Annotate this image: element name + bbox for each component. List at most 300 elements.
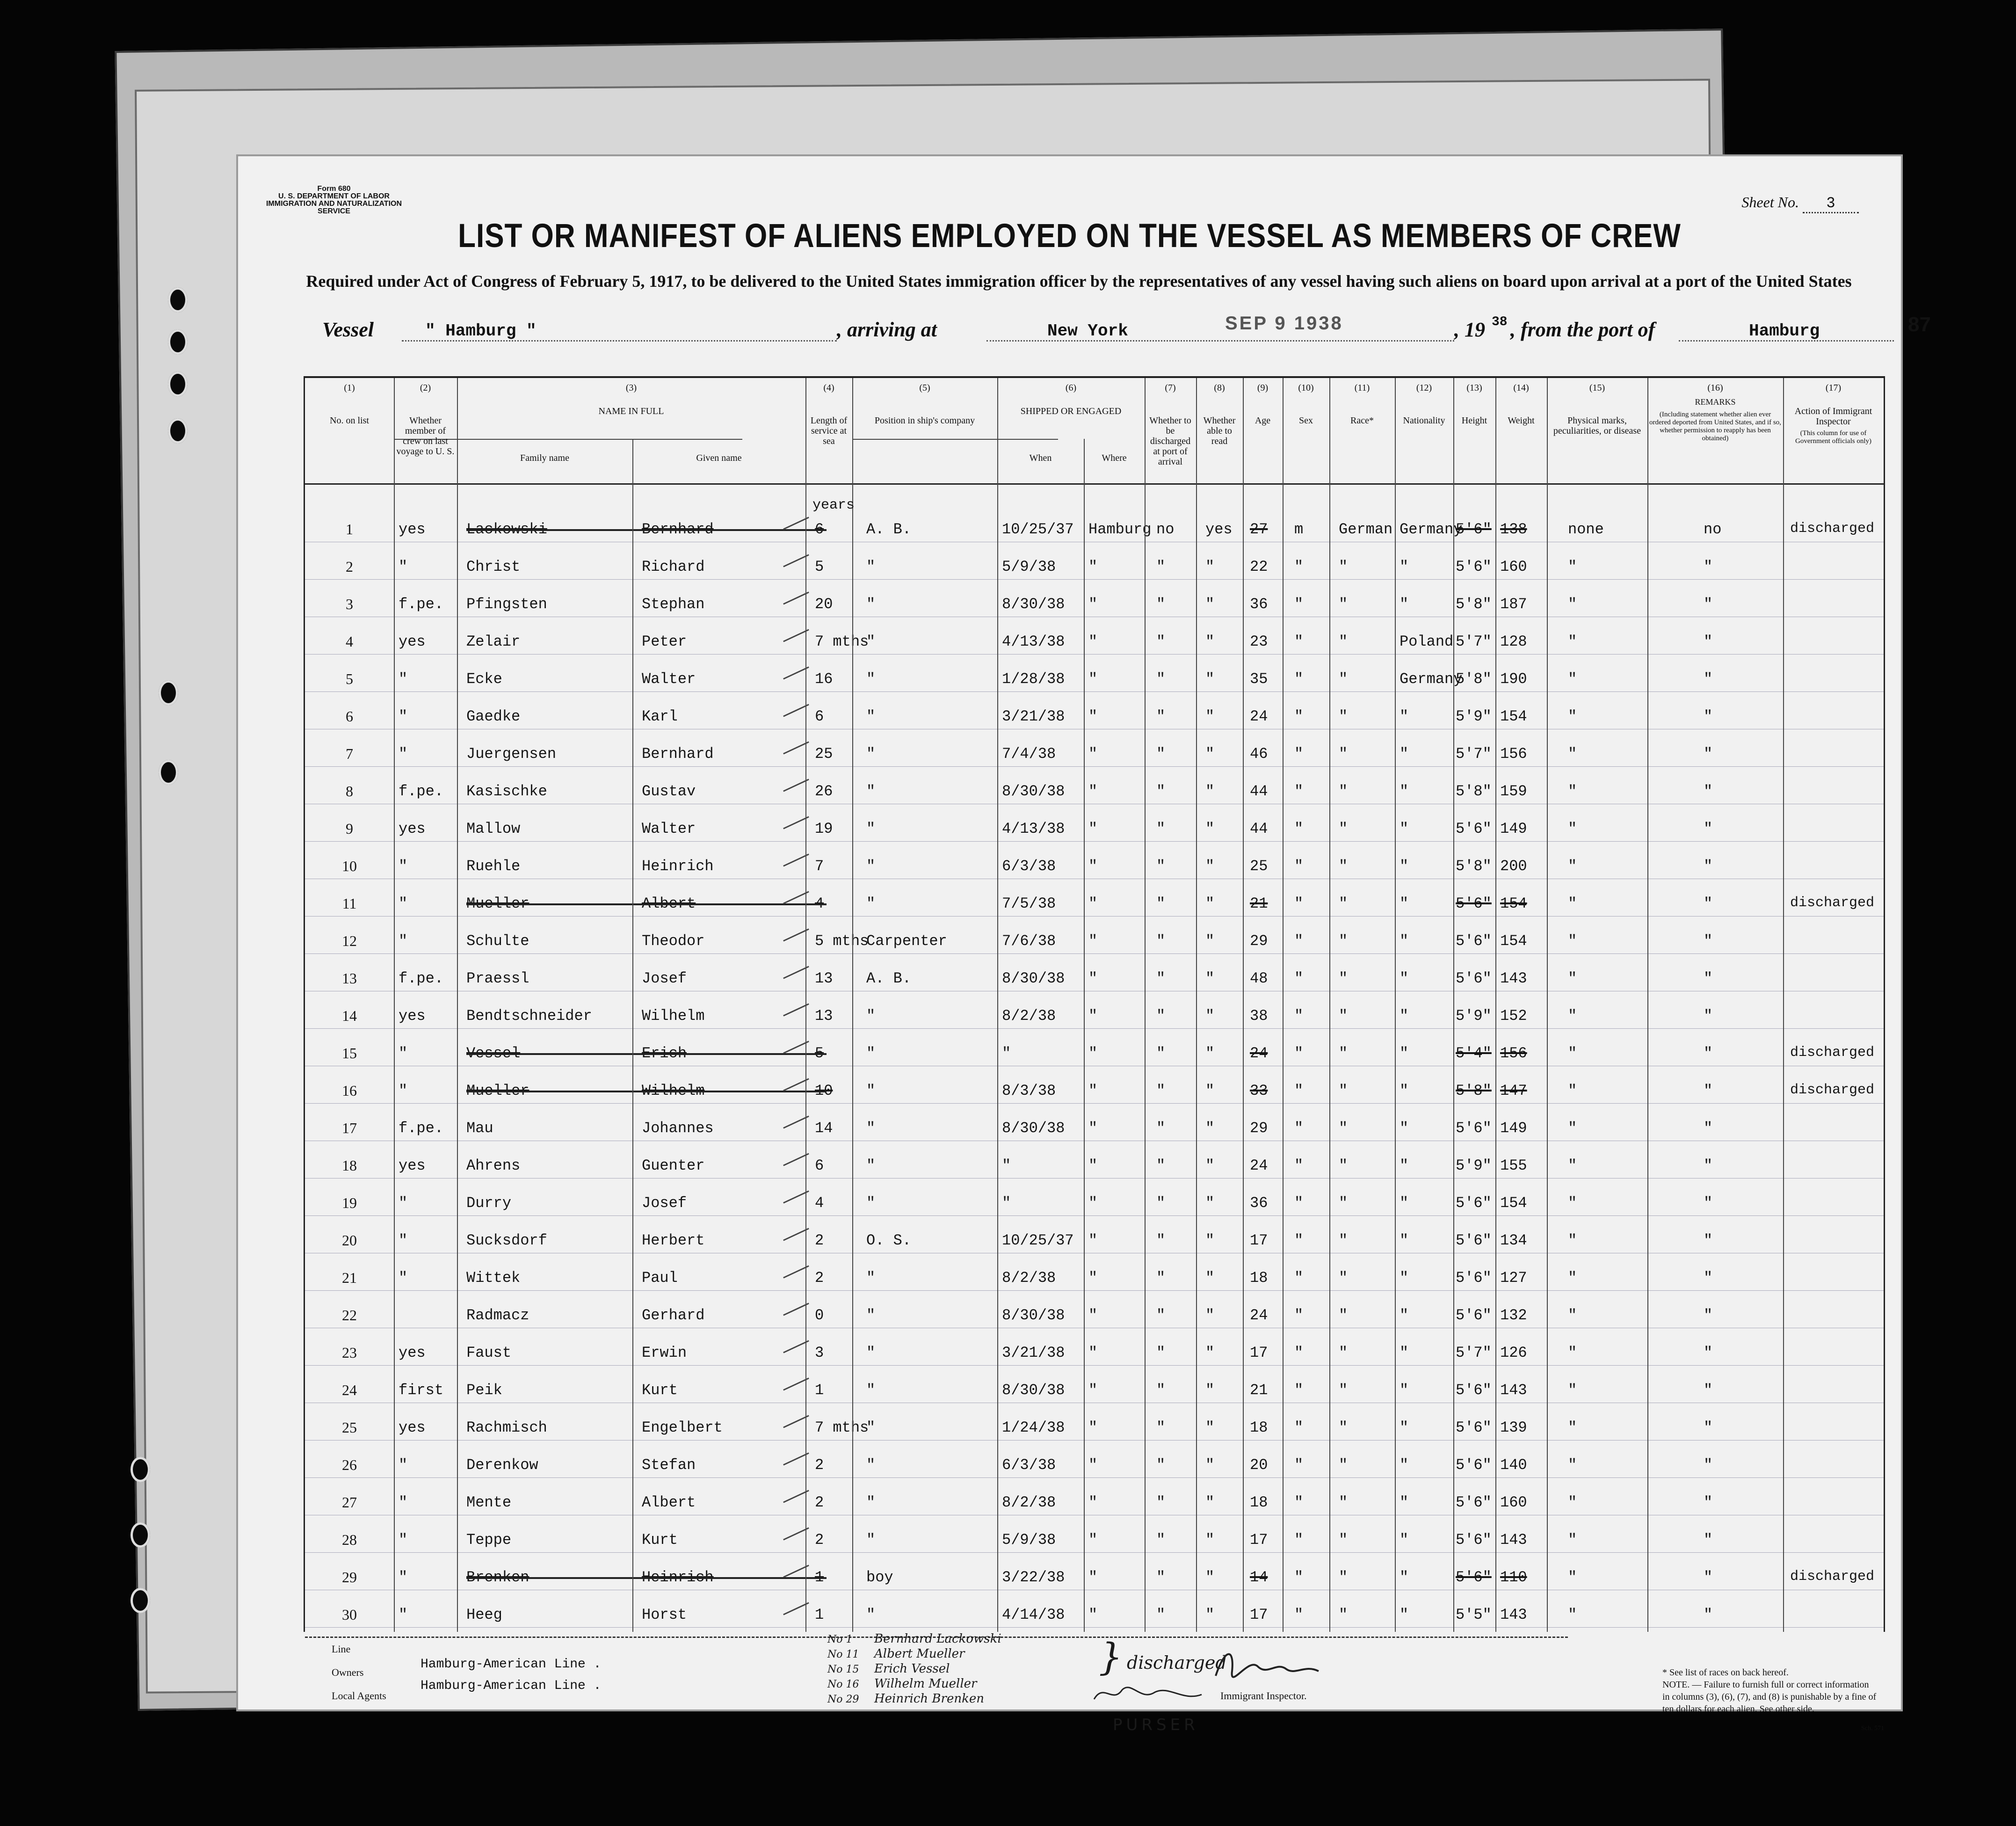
physical-marks: none <box>1568 521 1604 538</box>
read-ability: " <box>1205 1419 1215 1436</box>
nationality: " <box>1400 1307 1409 1324</box>
race: " <box>1339 745 1348 763</box>
family-name: Rachmisch <box>466 1419 547 1436</box>
row-number: 24 <box>342 1382 357 1398</box>
ship-position: " <box>866 670 876 688</box>
crew-status: first <box>399 1382 444 1399</box>
given-name: Karl <box>642 708 678 725</box>
row-number: 3 <box>346 596 353 612</box>
shipped-place: " <box>1088 1045 1098 1062</box>
weight: 143 <box>1500 1531 1527 1549</box>
year-label: , 19 <box>1454 318 1485 341</box>
discharged-list-name: Albert Mueller <box>874 1647 965 1661</box>
weight: 110 <box>1500 1569 1527 1586</box>
crew-status: f.pe. <box>399 596 444 613</box>
family-name: Lackowski <box>466 521 547 538</box>
row-number: 12 <box>342 932 357 949</box>
table-row <box>305 1601 1884 1639</box>
remarks: " <box>1704 783 1713 800</box>
shipped-place: " <box>1088 1232 1098 1249</box>
shipped-place: " <box>1088 1494 1098 1511</box>
column-header: Physical marks, peculiarities, or disease <box>1553 415 1641 436</box>
nationality: " <box>1400 783 1409 800</box>
sex: " <box>1294 783 1304 800</box>
weight: 143 <box>1500 1382 1527 1399</box>
family-name: Zelair <box>466 633 521 650</box>
age: 33 <box>1250 1082 1268 1099</box>
remarks: " <box>1704 1606 1713 1623</box>
table-row <box>305 553 1884 591</box>
inspector-action: discharged <box>1790 1082 1875 1098</box>
nationality: " <box>1400 708 1409 725</box>
shipped-place: " <box>1088 932 1098 950</box>
strike-line <box>466 903 827 905</box>
sex: " <box>1294 1382 1304 1399</box>
remarks: " <box>1704 1194 1713 1212</box>
family-name: Derenkow <box>466 1456 538 1474</box>
age: 29 <box>1250 932 1268 950</box>
row-number: 15 <box>342 1045 357 1062</box>
age: 44 <box>1250 783 1268 800</box>
remarks: " <box>1704 670 1713 688</box>
nationality: " <box>1400 820 1409 837</box>
weight: 154 <box>1500 708 1527 725</box>
signature-scribble <box>1089 1681 1206 1709</box>
shipped-place: " <box>1088 895 1098 912</box>
ship-position: " <box>866 1045 876 1062</box>
shipped-date: " <box>1002 1194 1011 1212</box>
weight: 152 <box>1500 1007 1527 1025</box>
height: 5'5" <box>1456 1606 1492 1623</box>
family-name: Heeg <box>466 1606 502 1623</box>
inspector-action: discharged <box>1790 1045 1875 1061</box>
discharge-flag: " <box>1156 1419 1166 1436</box>
nationality: " <box>1400 1344 1409 1361</box>
sex: " <box>1294 1194 1304 1212</box>
ship-position: A. B. <box>866 521 912 538</box>
given-name: Paul <box>642 1269 678 1287</box>
physical-marks: " <box>1568 1456 1577 1474</box>
service-length: 0 <box>815 1307 824 1324</box>
row-number: 6 <box>346 708 353 725</box>
table-row <box>305 1077 1884 1115</box>
race: " <box>1339 1232 1348 1249</box>
remarks: " <box>1704 1456 1713 1474</box>
shipped-date: 8/30/38 <box>1002 1307 1065 1324</box>
discharge-flag: " <box>1156 1045 1166 1062</box>
height: 5'6" <box>1456 1382 1492 1399</box>
height: 5'7" <box>1456 1344 1492 1361</box>
header-rule <box>305 483 1884 485</box>
discharge-flag: " <box>1156 596 1166 613</box>
weight: 149 <box>1500 820 1527 837</box>
read-ability: " <box>1205 1045 1215 1062</box>
column-rule <box>1283 378 1284 1632</box>
sex: " <box>1294 670 1304 688</box>
form-number: Form 680 <box>317 185 351 193</box>
read-ability: " <box>1205 1232 1215 1249</box>
sex: " <box>1294 1007 1304 1025</box>
service-length: 14 <box>815 1120 833 1137</box>
ship-position: " <box>866 895 876 912</box>
race: " <box>1339 1194 1348 1212</box>
shipped-date: 8/30/38 <box>1002 970 1065 987</box>
strike-line <box>466 1091 827 1092</box>
ship-position: " <box>866 633 876 650</box>
given-name: Kurt <box>642 1531 678 1549</box>
read-ability: " <box>1205 932 1215 950</box>
service-length: 3 <box>815 1344 824 1361</box>
service-length: 19 <box>815 820 833 837</box>
service-length: 2 <box>815 1494 824 1511</box>
sex: " <box>1294 1120 1304 1137</box>
weight: 156 <box>1500 1045 1527 1062</box>
column-subheader: Where <box>1102 453 1127 463</box>
physical-marks: " <box>1568 1232 1577 1249</box>
nationality: " <box>1400 596 1409 613</box>
nationality: " <box>1400 1157 1409 1174</box>
column-header: No. on list <box>330 415 369 426</box>
ship-position: " <box>866 1157 876 1174</box>
shipped-place: " <box>1088 670 1098 688</box>
age: 44 <box>1250 820 1268 837</box>
weight: 128 <box>1500 633 1527 650</box>
read-ability: " <box>1205 1269 1215 1287</box>
family-name: Brenken <box>466 1569 529 1586</box>
shipped-date: 3/22/38 <box>1002 1569 1065 1586</box>
remarks: " <box>1704 633 1713 650</box>
read-ability: " <box>1205 970 1215 987</box>
given-name: Wilhelm <box>642 1082 705 1099</box>
race: " <box>1339 820 1348 837</box>
inspector-signature <box>1206 1643 1328 1695</box>
shipped-date: 8/30/38 <box>1002 783 1065 800</box>
read-ability: " <box>1205 1194 1215 1212</box>
sex: " <box>1294 596 1304 613</box>
age: 24 <box>1250 1307 1268 1324</box>
height: 5'6" <box>1456 1456 1492 1474</box>
family-name: Mallow <box>466 820 521 837</box>
table-row <box>305 1377 1884 1414</box>
nationality: " <box>1400 1569 1409 1586</box>
shipped-place: " <box>1088 1194 1098 1212</box>
table-row <box>305 591 1884 628</box>
family-name: Gaedke <box>466 708 521 725</box>
row-number: 13 <box>342 970 357 987</box>
race: " <box>1339 633 1348 650</box>
column-rule <box>1395 378 1396 1632</box>
column-rule <box>1196 378 1197 1632</box>
shipped-date: " <box>1002 1157 1011 1174</box>
height: 5'6" <box>1456 1569 1492 1586</box>
punch-hole <box>159 680 178 706</box>
race: " <box>1339 1045 1348 1062</box>
row-number: 7 <box>346 745 353 762</box>
discharged-note: discharged <box>1127 1652 1227 1673</box>
discharge-flag: " <box>1156 1569 1166 1586</box>
discharged-list <box>827 1634 1089 1713</box>
inspector-action: discharged <box>1790 1569 1875 1585</box>
column-number: (6) <box>1065 383 1077 393</box>
table-row <box>305 853 1884 890</box>
discharge-flag: " <box>1156 970 1166 987</box>
shipped-date: 5/9/38 <box>1002 1531 1056 1549</box>
column-header: NAME IN FULL <box>598 406 664 416</box>
row-number: 21 <box>342 1269 357 1286</box>
physical-marks: " <box>1568 1045 1577 1062</box>
shipped-date: 7/4/38 <box>1002 745 1056 763</box>
ship-position: " <box>866 858 876 875</box>
height: 5'7" <box>1456 745 1492 763</box>
discharge-flag: " <box>1156 1232 1166 1249</box>
row-number: 27 <box>342 1494 357 1511</box>
physical-marks: " <box>1568 1569 1577 1586</box>
remarks: " <box>1704 1269 1713 1287</box>
remarks: no <box>1704 521 1722 538</box>
physical-marks: " <box>1568 1494 1577 1511</box>
read-ability: " <box>1205 558 1215 575</box>
ship-position: " <box>866 1494 876 1511</box>
column-header: Length of service at sea <box>810 415 848 446</box>
weight: 187 <box>1500 596 1527 613</box>
nationality: " <box>1400 558 1409 575</box>
column-rule <box>805 378 806 1632</box>
sex: " <box>1294 1531 1304 1549</box>
service-length: 1 <box>815 1569 824 1586</box>
ship-position: " <box>866 783 876 800</box>
crew-status: f.pe. <box>399 970 444 987</box>
ship-position: " <box>866 558 876 575</box>
discharge-flag: " <box>1156 1344 1166 1361</box>
races-footnote: * See list of races on back hereof. <box>1662 1667 1789 1678</box>
crew-status: " <box>399 1569 408 1586</box>
discharge-flag: " <box>1156 708 1166 725</box>
sex: " <box>1294 895 1304 912</box>
punch-hole <box>168 371 188 397</box>
age: 23 <box>1250 633 1268 650</box>
shipped-date: 3/21/38 <box>1002 1344 1065 1361</box>
read-ability: " <box>1205 1007 1215 1025</box>
ship-position: " <box>866 708 876 725</box>
service-length: 7 mths <box>815 633 869 650</box>
crew-status: yes <box>399 1007 426 1025</box>
weight: 147 <box>1500 1082 1527 1099</box>
shipped-date: 10/25/37 <box>1002 1232 1074 1249</box>
manifest-sheet <box>236 154 1931 1734</box>
race: German <box>1339 521 1393 538</box>
read-ability: " <box>1205 858 1215 875</box>
physical-marks: " <box>1568 932 1577 950</box>
race: " <box>1339 1569 1348 1586</box>
column-number: (4) <box>823 383 834 393</box>
column-header: Weight <box>1508 415 1535 426</box>
crew-status: " <box>399 895 408 912</box>
age: 36 <box>1250 596 1268 613</box>
family-name: Wittek <box>466 1269 521 1287</box>
table-row <box>305 965 1884 1003</box>
height: 5'6" <box>1456 1419 1492 1436</box>
remarks: " <box>1704 558 1713 575</box>
column-subheader: When <box>1029 453 1052 463</box>
column-subheader: Given name <box>696 453 742 463</box>
crew-status: " <box>399 1045 408 1062</box>
service-length: 6 <box>815 708 824 725</box>
crew-status: " <box>399 1269 408 1287</box>
shipped-place: " <box>1088 1120 1098 1137</box>
remarks: " <box>1704 708 1713 725</box>
column-number: (2) <box>420 383 431 393</box>
family-name: Faust <box>466 1344 512 1361</box>
sheet-number <box>1741 194 1859 213</box>
shipped-date: 4/13/38 <box>1002 633 1065 650</box>
height: 5'6" <box>1456 1494 1492 1511</box>
read-ability: " <box>1205 1606 1215 1623</box>
race: " <box>1339 895 1348 912</box>
nationality: Germany <box>1400 521 1463 538</box>
crew-status: f.pe. <box>399 1120 444 1137</box>
service-length: 13 <box>815 1007 833 1025</box>
discharged-list-number: No 15 <box>827 1664 859 1675</box>
inspector-label: Immigrant Inspector. <box>1220 1690 1307 1702</box>
family-name: Vessel <box>466 1045 521 1062</box>
service-length: 20 <box>815 596 833 613</box>
height: 5'6" <box>1456 1531 1492 1549</box>
discharged-list-number: No 1 <box>827 1634 853 1645</box>
shipped-place: " <box>1088 1007 1098 1025</box>
crew-table <box>304 376 1885 1632</box>
height: 5'6" <box>1456 1269 1492 1287</box>
crew-status: " <box>399 745 408 763</box>
race: " <box>1339 1606 1348 1623</box>
shipped-date: 10/25/37 <box>1002 521 1074 538</box>
ship-position: boy <box>866 1569 893 1586</box>
page-title: LIST OR MANIFEST OF ALIENS EMPLOYED ON THE VESSEL AS MEMBERS OF CREW <box>458 217 1681 255</box>
race: " <box>1339 1120 1348 1137</box>
weight: 149 <box>1500 1120 1527 1137</box>
remarks: " <box>1704 1157 1713 1174</box>
sex: " <box>1294 1307 1304 1324</box>
family-name: Christ <box>466 558 521 575</box>
footnotes <box>1662 1666 1878 1715</box>
crew-status: f.pe. <box>399 783 444 800</box>
age: 36 <box>1250 1194 1268 1212</box>
column-header: Race* <box>1350 415 1374 426</box>
read-ability: " <box>1205 1494 1215 1511</box>
read-ability: " <box>1205 1157 1215 1174</box>
race: " <box>1339 1007 1348 1025</box>
shipped-date: 8/3/38 <box>1002 1082 1056 1099</box>
given-name: Peter <box>642 633 687 650</box>
sex: " <box>1294 1269 1304 1287</box>
crew-status: " <box>399 1194 408 1212</box>
read-ability: " <box>1205 1344 1215 1361</box>
stamp-number: 87 <box>1908 313 1931 336</box>
physical-marks: " <box>1568 558 1577 575</box>
given-name: Guenter <box>642 1157 705 1174</box>
table-row <box>305 1003 1884 1040</box>
column-number: (16) <box>1707 383 1723 393</box>
remarks: " <box>1704 745 1713 763</box>
height: 5'6" <box>1456 1120 1492 1137</box>
race: " <box>1339 1531 1348 1549</box>
discharged-list-name: Bernhard Lackowski <box>874 1632 1001 1646</box>
column-rule <box>1495 378 1496 1632</box>
family-name: Schulte <box>466 932 529 950</box>
discharged-list-name: Heinrich Brenken <box>874 1692 984 1706</box>
purser-label: PURSER <box>1113 1716 1199 1734</box>
shipped-date: 5/9/38 <box>1002 558 1056 575</box>
given-name: Richard <box>642 558 705 575</box>
height: 5'8" <box>1456 1082 1492 1099</box>
age: 18 <box>1250 1269 1268 1287</box>
table-row <box>305 1302 1884 1339</box>
shipped-place: " <box>1088 633 1098 650</box>
given-name: Josef <box>642 1194 687 1212</box>
strike-line <box>466 1577 827 1579</box>
column-number: (13) <box>1466 383 1482 393</box>
shipped-place: " <box>1088 1382 1098 1399</box>
column-rule <box>1647 378 1648 1632</box>
discharge-flag: " <box>1156 1456 1166 1474</box>
column-header: Sex <box>1299 415 1313 426</box>
age: 27 <box>1250 521 1268 538</box>
physical-marks: " <box>1568 1531 1577 1549</box>
shipped-date: 8/30/38 <box>1002 596 1065 613</box>
read-ability: " <box>1205 670 1215 688</box>
sex: " <box>1294 970 1304 987</box>
height: 5'8" <box>1456 858 1492 875</box>
physical-marks: " <box>1568 858 1577 875</box>
sex: " <box>1294 932 1304 950</box>
sheet-number-value: 3 <box>1803 195 1859 213</box>
family-name: Pfingsten <box>466 596 547 613</box>
column-number: (14) <box>1513 383 1529 393</box>
table-row <box>305 516 1884 553</box>
physical-marks: " <box>1568 1382 1577 1399</box>
shipped-date: 6/3/38 <box>1002 1456 1056 1474</box>
column-number: (8) <box>1214 383 1225 393</box>
table-row <box>305 741 1884 778</box>
vessel-label: Vessel <box>322 318 374 341</box>
row-number: 9 <box>346 820 353 837</box>
ship-position: " <box>866 1120 876 1137</box>
remarks: " <box>1704 1120 1713 1137</box>
ship-position: " <box>866 1307 876 1324</box>
read-ability: " <box>1205 1456 1215 1474</box>
read-ability: " <box>1205 820 1215 837</box>
given-name: Bernhard <box>642 521 714 538</box>
given-name: Engelbert <box>642 1419 723 1436</box>
discharge-flag: " <box>1156 670 1166 688</box>
punch-hole <box>168 329 188 355</box>
remarks: " <box>1704 1569 1713 1586</box>
service-length: 7 <box>815 858 824 875</box>
nationality: " <box>1400 1194 1409 1212</box>
sex: " <box>1294 1045 1304 1062</box>
discharge-flag: " <box>1156 895 1166 912</box>
physical-marks: " <box>1568 1606 1577 1623</box>
discharged-list-name: Wilhelm Mueller <box>874 1677 977 1691</box>
crew-status: " <box>399 858 408 875</box>
nationality: " <box>1400 895 1409 912</box>
ship-position: " <box>866 1194 876 1212</box>
age: 46 <box>1250 745 1268 763</box>
given-name: Johannes <box>642 1120 714 1137</box>
shipped-place: " <box>1088 970 1098 987</box>
height: 5'6" <box>1456 932 1492 950</box>
sex: " <box>1294 1569 1304 1586</box>
age: 17 <box>1250 1606 1268 1623</box>
